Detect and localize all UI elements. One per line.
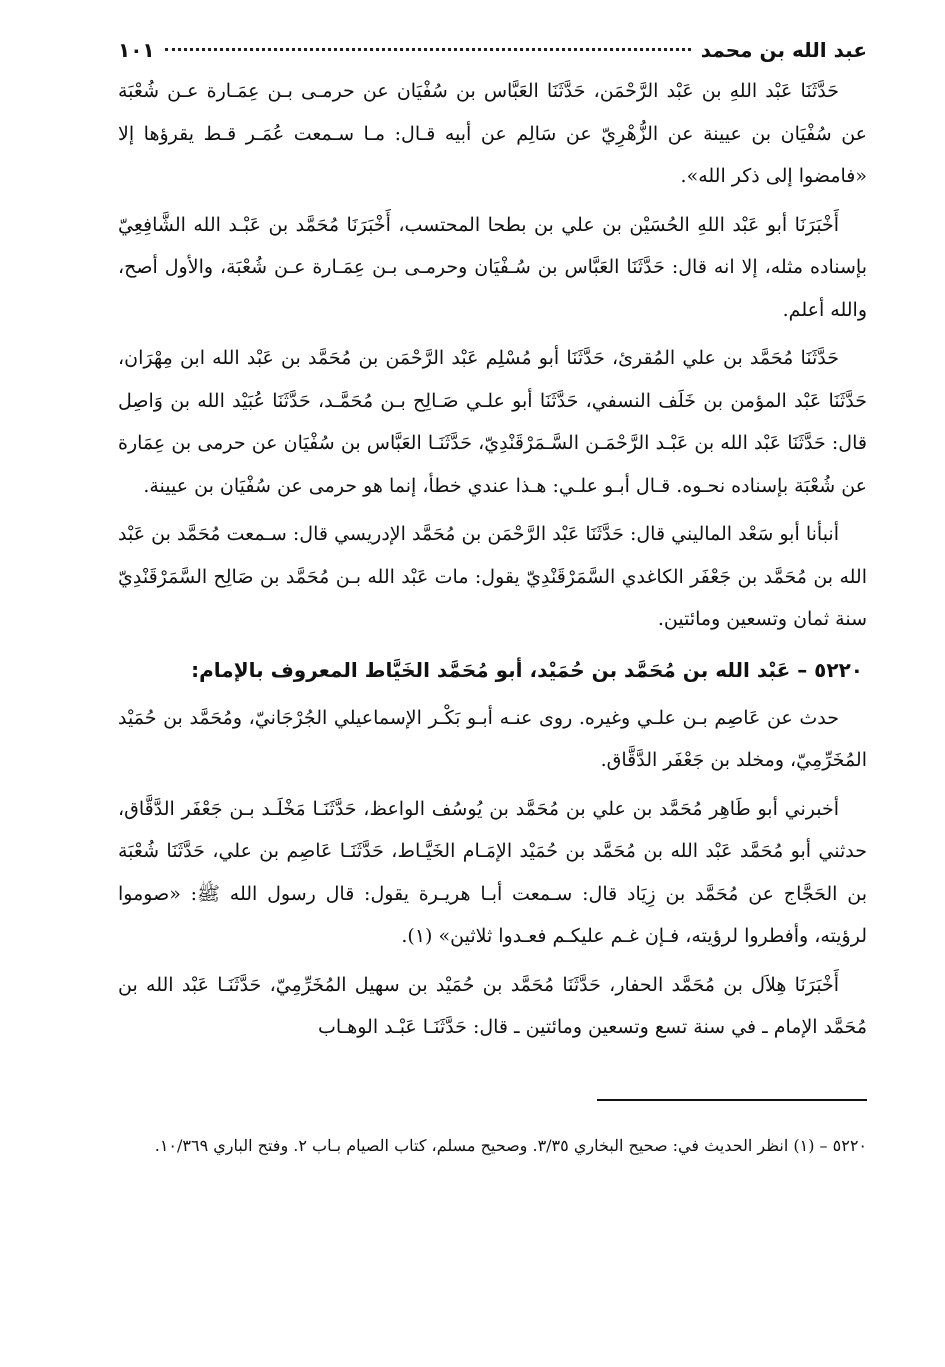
entry-paragraph: حدث عن عَاصِم بـن علـي وغيره. روى عنـه أبـو بَكْـر الإسماعيلي الجُرْجَانيّ، ومُحَمَّد بن حُمَيْد المُخَرِّمِيّ، ومخلد بن جَعْفَر الدَّقَّاق.	[118, 706, 867, 771]
footnote-separator-wrap	[118, 1055, 867, 1115]
header-title: عبد الله بن محمد	[700, 38, 867, 62]
footnote-separator	[597, 1099, 867, 1101]
running-header	[118, 30, 867, 70]
body-paragraph: حَدَّثَنَا عَبْد اللهِ بن عَبْد الرَّحْمَن، حَدَّثَنَا العَبَّاس بن سُفْيَان عن حرمـى بـن عِمَـارة عـن شُعْبَة عن سُفْيَان بن عيينة عن الزُّهْرِيّ عن سَالِم عن أبيه قـال: مـا سـمعت عُمَـر قـط يقرؤها إلا «فامضوا إلى ذكر الله».	[118, 80, 867, 187]
entry-heading: ٥٢٢٠ – عَبْد الله بن مُحَمَّد بن حُمَيْد، أبو مُحَمَّد الخَيَّاط المعروف بالإمام:	[191, 657, 863, 682]
body-paragraph: أَخْبَرَنَا أبو عَبْد اللهِ الحُسَيْن بن علي بن بطحا المحتسب، أَخْبَرَنَا مُحَمَّد بن عَبْـد الله الشَّافِعِيّ بإسناده مثله، إلا انه قال: حَدَّثَنَا العَبَّاس بن سُـفْيَان وحرمـى بـن عِمَـارة عـن شُعْبَة، والأول أصح، والله أعلم.	[118, 213, 867, 321]
entry-paragraph: أخبرني أبو طَاهِر مُحَمَّد بن علي بن مُحَمَّد بن يُوسُف الواعظ، حَدَّثَنَـا مَخْلَـد بـن جَعْفَر الدَّقَّاق، حدثني أبو مُحَمَّد عَبْد الله بن مُحَمَّد بن حُمَيْد الإمَـام الخَيَّـاط، حَدَّثَنَـا عَاصِم بن علي، حَدَّثَنَا شُعْبَة بن الحَجَّاج عن مُحَمَّد بن زِيَاد قال: سـمعت أبـا هريـرة يقول: قال رسول الله ﷺ: «صوموا لرؤيته، وأفطروا لرؤيته، فـإن غـم عليكـم فعـدوا ثلاثين» (١).	[118, 797, 867, 947]
body-paragraph: حَدَّثَنَا مُحَمَّد بن علي المُقرئ، حَدَّثَنَا أبو مُسْلِم عَبْد الرَّحْمَن بن مُحَمَّد بن عَبْد الله ابن مِهْرَان، حَدَّثَنَا عَبْد المؤمن بن خَلَف النسفي، حَدَّثَنَا أبو علـي صَـالِح بـن مُحَمَّـد، حَدَّثَنَا عُبَيْد الله بن وَاصِل قال: حَدَّثَنَا عَبْد الله بن عَبْـد الرَّحْمَـن السَّـمَرْقَنْدِيّ، حَدَّثَنَـا العَبَّاس بن سُفْيَان عن حرمى بن عِمَارة عن شُعْبَة بإسناده نحـوه. قـال أبـو علـي: هـذا عندي خطأ، إنما هو حرمى عن سُفْيَان بن عيينة.	[118, 347, 867, 497]
footnote: ٥٢٢٠ – (١) انظر الحديث في: صحيح البخاري ٣/٣٥. وصحيح مسلم، كتاب الصيام بـاب ٢. وفتح الباري ١٠/٣٦٩.	[154, 1135, 867, 1155]
entry-paragraph: أَخْبَرَنَا هِلاَل بن مُحَمَّد الحفار، حَدَّثَنَا مُحَمَّد بن حُمَيْد بن سهيل المُخَرِّمِيّ، حَدَّثَنَـا عَبْد الله بن مُحَمَّد الإمام ـ في سنة تسع وتسعين ومائتين ـ قال: حَدَّثَنَـا عَبْـد الوهـاب	[118, 973, 867, 1038]
header-dotted-leader	[165, 48, 691, 51]
body-paragraph: أنبأنا أبو سَعْد الماليني قال: حَدَّثَنَا عَبْد الرَّحْمَن بن مُحَمَّد الإدريسي قال: سـمعت مُحَمَّد بن عَبْد الله بن مُحَمَّد بن جَعْفَر الكاغدي السَّمَرْقَنْدِيّ يقول: مات عَبْد الله بـن مُحَمَّد بن صَالِح السَّمَرْقَنْدِيّ سنة ثمان وتسعين ومائتين.	[118, 523, 867, 630]
page-number: ١٠١	[118, 38, 155, 62]
